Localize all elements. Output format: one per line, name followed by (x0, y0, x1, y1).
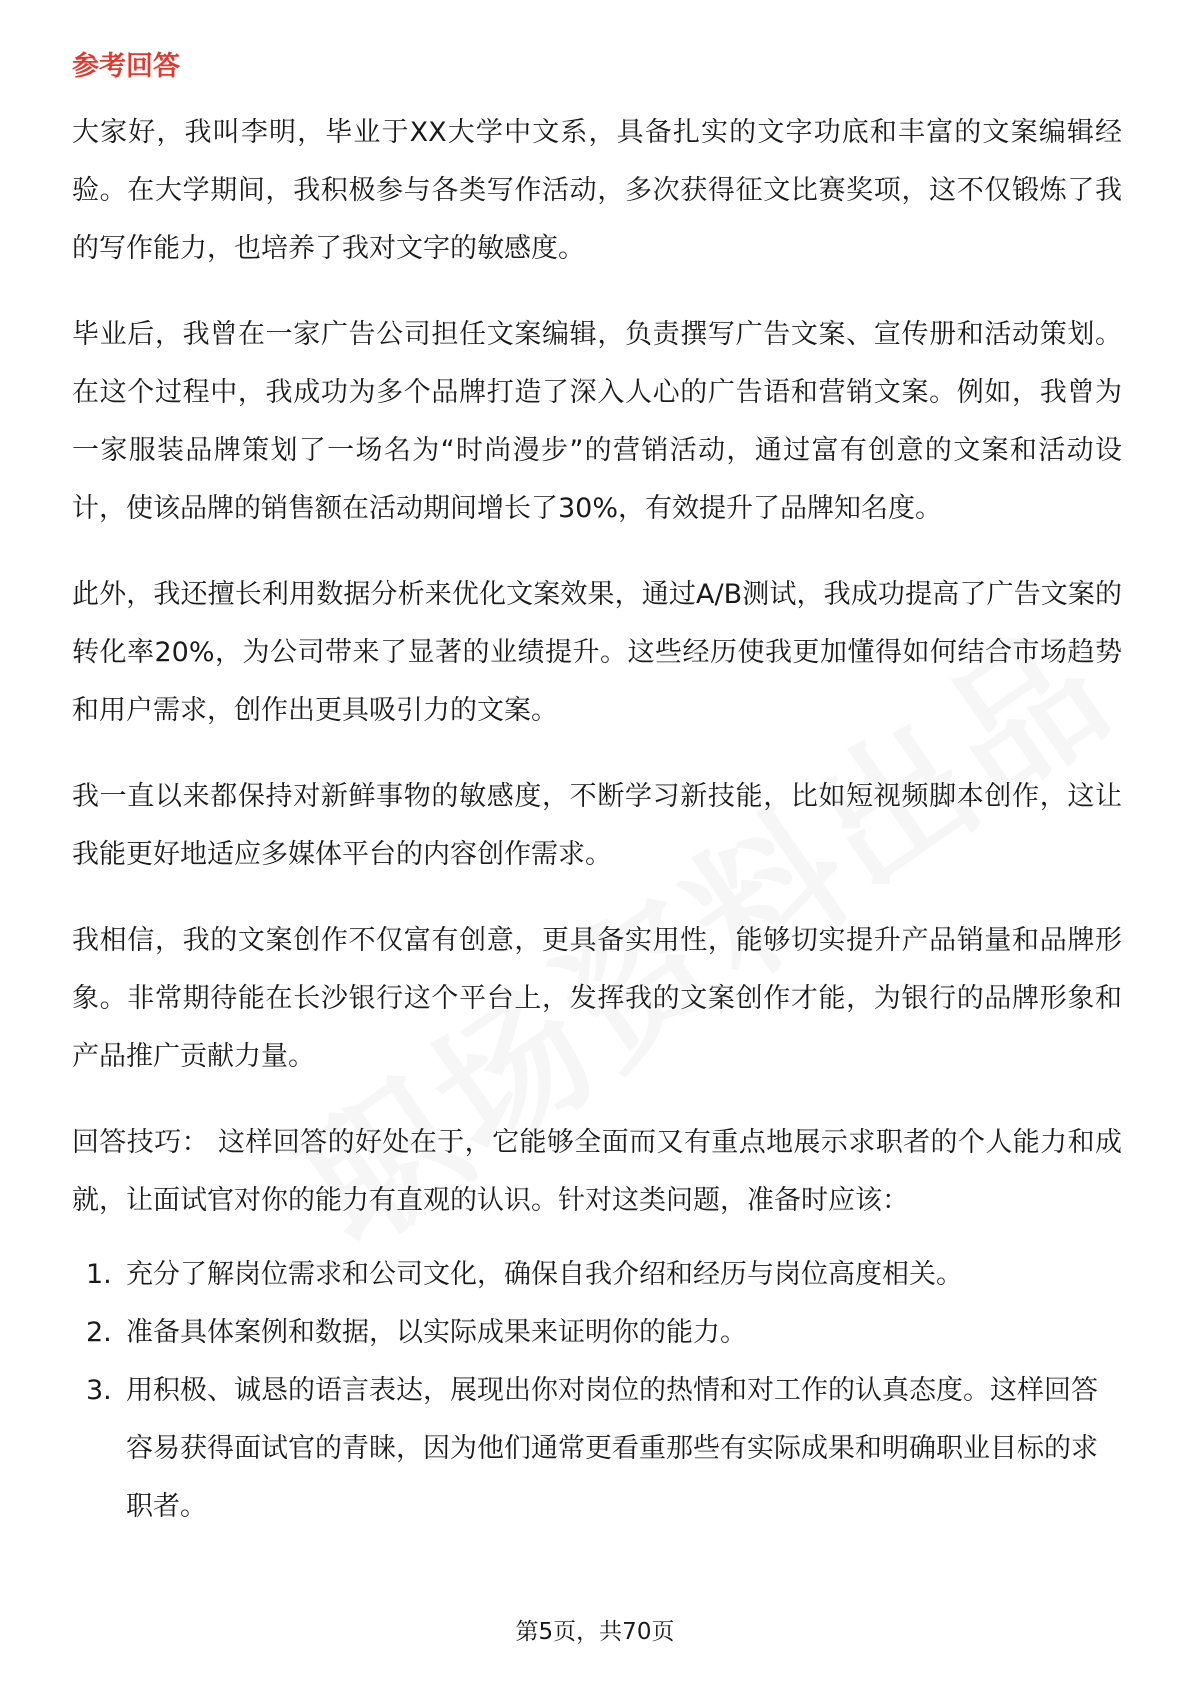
page-footer: 第5页，共70页 (515, 1619, 675, 1645)
list-item (72, 1304, 1122, 1362)
paragraph-learning: 我一直以来都保持对新鲜事物的敏感度，不断学习新技能，比如短视频脚本创作，这让我能更好地适应多媒体平台的内容创作需求。 (72, 781, 1122, 870)
list-item (72, 1246, 1122, 1304)
answer-tips: 回答技巧： 这样回答的好处在于，它能够全面而又有重点地展示求职者的个人能力和成就，让面试官对你的能力有直观的认识。针对这类问题，准备时应该： (72, 1127, 1122, 1216)
page-content (72, 48, 1122, 1536)
list-number: 3. (86, 1375, 112, 1406)
list-item (72, 1362, 1122, 1536)
list-text: 充分了解岗位需求和公司文化，确保自我介绍和经历与岗位高度相关。 (126, 1259, 963, 1290)
section-title: 参考回答 (72, 51, 180, 82)
paragraph-conclusion: 我相信，我的文案创作不仅富有创意，更具备实用性，能够切实提升产品销量和品牌形象。非常期待能在长沙银行这个平台上，发挥我的文案创作才能，为银行的品牌形象和产品推广贡献力量。 (72, 925, 1122, 1072)
list-text: 准备具体案例和数据，以实际成果来证明你的能力。 (126, 1317, 747, 1348)
tips-list (72, 1246, 1122, 1536)
paragraph-data-analysis: 此外，我还擅长利用数据分析来优化文案效果，通过A/B测试，我成功提高了广告文案的转化率20%，为公司带来了显著的业绩提升。这些经历使我更加懂得如何结合市场趋势和用户需求，创作出更具吸引力的文案。 (72, 579, 1122, 726)
list-number: 1. (86, 1259, 112, 1290)
list-text: 用积极、诚恳的语言表达，展现出你对岗位的热情和对工作的认真态度。这样回答容易获得面试官的青睐，因为他们通常更看重那些有实际成果和明确职业目标的求职者。 (126, 1375, 1098, 1522)
list-number: 2. (86, 1317, 112, 1348)
paragraph-experience: 毕业后，我曾在一家广告公司担任文案编辑，负责撰写广告文案、宣传册和活动策划。在这个过程中，我成功为多个品牌打造了深入人心的广告语和营销文案。例如，我曾为一家服装品牌策划了一场名为“时尚漫步”的营销活动，通过富有创意的文案和活动设计，使该品牌的销售额在活动期间增长了30%，有效提升了品牌知名度。 (72, 319, 1122, 524)
paragraph-intro: 大家好，我叫李明，毕业于XX大学中文系，具备扎实的文字功底和丰富的文案编辑经验。在大学期间，我积极参与各类写作活动，多次获得征文比赛奖项，这不仅锻炼了我的写作能力，也培养了我对文字的敏感度。 (72, 117, 1122, 264)
